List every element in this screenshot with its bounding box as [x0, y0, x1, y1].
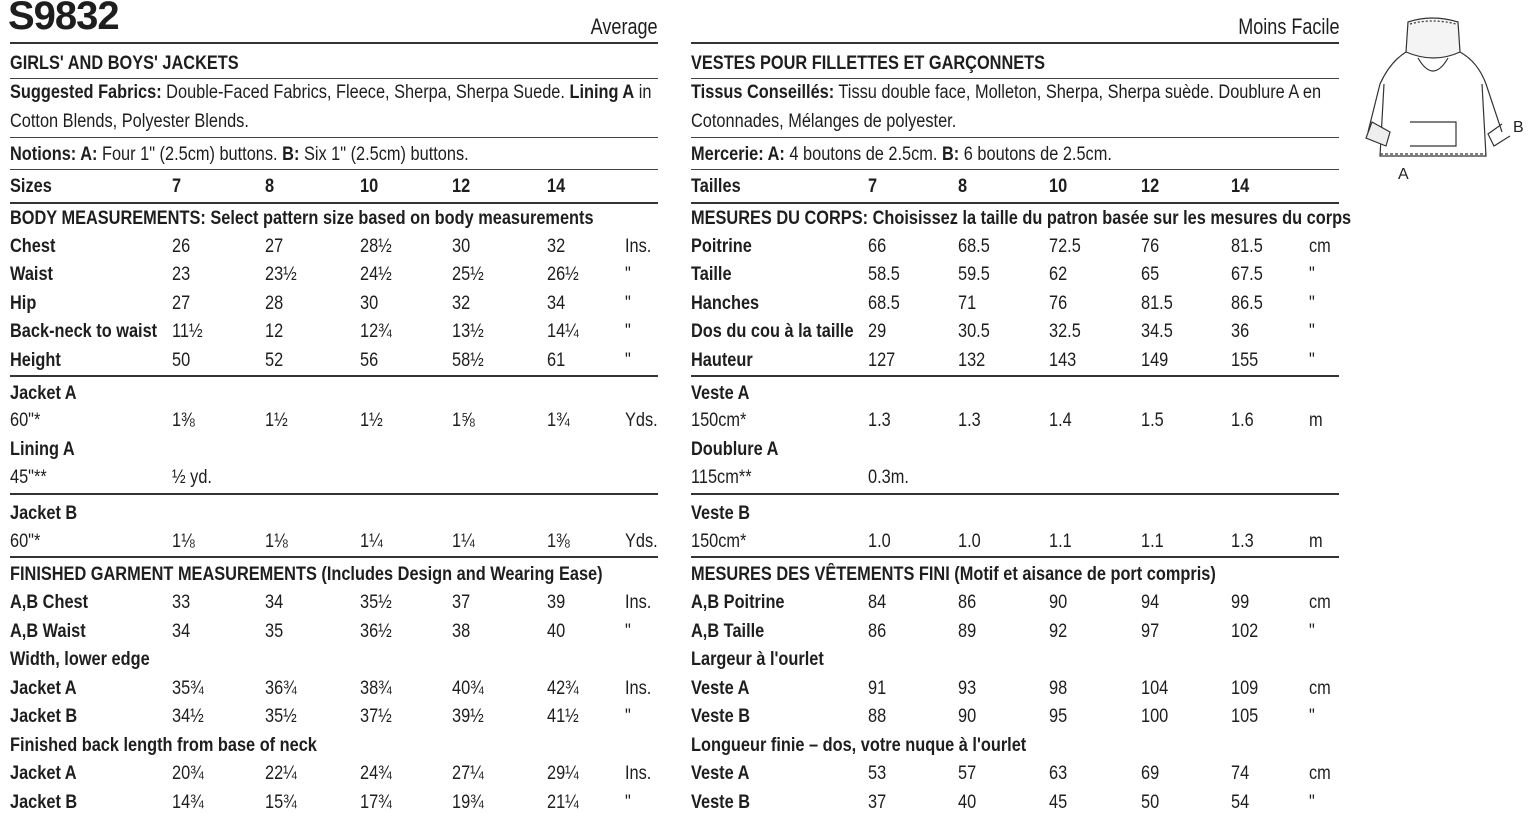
cell-value: 94	[1141, 592, 1160, 613]
cell-value: 1¾	[547, 410, 570, 431]
table-row	[691, 318, 1339, 347]
body-measurements-table	[10, 233, 658, 378]
cell-value: 35½	[360, 592, 392, 613]
table-row	[691, 760, 1339, 789]
cell-value: 26½	[547, 264, 579, 285]
unit: "	[625, 620, 631, 642]
unit: Ins.	[625, 763, 652, 784]
cell-value: 28½	[360, 235, 392, 257]
cell-value: 63	[1049, 763, 1068, 784]
french-column	[691, 0, 1352, 817]
cell-value: 104	[1141, 677, 1169, 699]
fabric-width: 60"*	[10, 410, 41, 431]
cell-value: 95	[1049, 706, 1068, 727]
cell-value: 34½	[172, 706, 204, 727]
lining-a-row-fr: 115cm** 0.3m.	[691, 464, 1339, 495]
cell-value: 32	[452, 292, 471, 314]
row-label: Veste B	[691, 706, 751, 727]
unit: "	[625, 349, 631, 371]
notions-line-fr: Mercerie: A: 4 boutons de 2.5cm. B: 6 boutons de 2.5cm.	[691, 138, 1339, 170]
row-label: Hip	[10, 292, 37, 314]
cell-value: 36¾	[265, 677, 297, 699]
unit: "	[1309, 706, 1315, 727]
cell-value: 35	[265, 620, 284, 642]
cell-value: 15¾	[265, 791, 297, 813]
cell-value: 35½	[265, 706, 297, 727]
cell-value: 36	[1231, 321, 1250, 342]
english-column	[10, 0, 658, 817]
cell-value: 50	[172, 349, 191, 371]
table-row	[691, 261, 1339, 290]
row-label: Hanches	[691, 292, 760, 314]
cell-value: 40¾	[452, 677, 484, 699]
cell-value: 37	[452, 592, 471, 613]
cell-value: 29	[868, 321, 887, 342]
cell-value: 66	[868, 235, 887, 257]
lining-a-heading-fr: Doublure A	[691, 438, 779, 460]
cell-value: 23½	[265, 264, 297, 285]
unit: cm	[1309, 235, 1331, 257]
table-row	[691, 347, 1339, 376]
cell-value: 38¾	[360, 677, 392, 699]
cell-value: 68.5	[868, 292, 900, 314]
difficulty-level: Average	[591, 14, 658, 39]
row-label: A,B Taille	[691, 620, 765, 642]
fabrics-line-1: Suggested Fabrics: Double-Faced Fabrics, Fleece, Sherpa, Sherpa Suede. Lining A in	[10, 82, 652, 103]
table-row	[10, 618, 658, 647]
cell-value: 14¼	[547, 321, 579, 342]
cell-value: 58.5	[868, 264, 900, 285]
table-row	[691, 703, 1339, 732]
cell-value: 1⅛	[172, 530, 195, 552]
length-heading-fr: Longueur finie – dos, votre nuque à l'ourlet	[691, 734, 1027, 756]
jacket-a-heading: Jacket A	[10, 383, 77, 404]
unit: cm	[1309, 763, 1331, 784]
cell-value: 127	[868, 349, 896, 371]
finished-heading-fr: MESURES DES VÊTEMENTS FINI (Motif et aisance de port compris)	[691, 564, 1216, 585]
cell-value: 56	[360, 349, 379, 371]
unit: m	[1309, 530, 1323, 552]
sizes-row: Sizes 7 8 10 12 14	[10, 170, 658, 204]
row-label: Hauteur	[691, 349, 753, 371]
section-title: GIRLS' AND BOYS' JACKETS	[10, 44, 658, 79]
table-row	[691, 290, 1339, 319]
row-label: Waist	[10, 264, 53, 285]
cell-value: 30	[360, 292, 379, 314]
unit: cm	[1309, 677, 1331, 699]
unit: "	[1309, 791, 1315, 813]
length-heading: Finished back length from base of neck	[10, 734, 317, 756]
cell-value: 17¾	[360, 791, 392, 813]
fabrics-line-2-fr: Cotonnades, Mélanges de polyester.	[691, 108, 1339, 138]
cell-value: 40	[547, 620, 566, 642]
row-label: Veste A	[691, 677, 750, 699]
row-label: A,B Waist	[10, 620, 86, 642]
cell-value: 86	[868, 620, 887, 642]
cell-value: 1.3	[868, 410, 891, 431]
cell-value: 1.6	[1231, 410, 1254, 431]
cell-value: 29¼	[547, 763, 579, 784]
jacket-b-heading-fr: Veste B	[691, 502, 751, 524]
cell-value: 23	[172, 264, 191, 285]
cell-value: 1½	[360, 410, 383, 431]
row-label: Chest	[10, 235, 56, 257]
cell-value: 1⅛	[265, 530, 288, 552]
cell-value: 1.3	[1231, 530, 1254, 552]
table-row	[691, 589, 1339, 618]
cell-value: 26	[172, 235, 191, 257]
cell-value: 93	[958, 677, 977, 699]
unit: Ins.	[625, 235, 652, 257]
cell-value: 1.0	[868, 530, 891, 552]
cell-value: 90	[1049, 592, 1068, 613]
cell-value: 27	[172, 292, 191, 314]
table-row	[10, 675, 658, 704]
difficulty-level-fr: Moins Facile	[1237, 14, 1339, 39]
cell-value: 109	[1231, 677, 1259, 699]
cell-value: 30.5	[958, 321, 990, 342]
fabric-width: 60"*	[10, 530, 41, 552]
cell-value: 27¼	[452, 763, 484, 784]
unit: Ins.	[625, 677, 652, 699]
unit: "	[1309, 264, 1315, 285]
table-row	[10, 589, 658, 618]
table-row	[10, 290, 658, 319]
cell-value: 76	[1049, 292, 1068, 314]
unit: m	[1309, 410, 1323, 431]
fabrics-line-2: Cotton Blends, Polyester Blends.	[10, 108, 658, 138]
cell-value: 19¾	[452, 791, 484, 813]
unit: "	[625, 321, 631, 342]
cell-value: 155	[1231, 349, 1259, 371]
cell-value: 1⅜	[172, 410, 195, 431]
unit: Yds.	[625, 410, 658, 431]
cell-value: 62	[1049, 264, 1068, 285]
cell-value: 39	[547, 592, 566, 613]
cell-value: 1⅜	[547, 530, 570, 552]
cell-value: 35¾	[172, 677, 204, 699]
label-b: B	[1513, 119, 1524, 136]
cell-value: 32	[547, 235, 566, 257]
cell-value: 37½	[360, 706, 392, 727]
cell-value: 12	[265, 321, 284, 342]
fabric-width: 150cm*	[691, 410, 747, 431]
lining-a-row: 45"** ½ yd.	[10, 464, 658, 495]
jacket-illustration	[1360, 14, 1530, 184]
header-fr	[691, 0, 1339, 44]
cell-value: 98	[1049, 677, 1068, 699]
yardage-row	[10, 528, 658, 557]
cell-value: 72.5	[1049, 235, 1081, 257]
table-row	[10, 261, 658, 290]
cell-value: 86.5	[1231, 292, 1263, 314]
table-row	[691, 618, 1339, 647]
cell-value: 81.5	[1231, 235, 1263, 257]
cell-value: 34	[172, 620, 191, 642]
cell-value: 1.3	[958, 410, 981, 431]
table-row	[10, 789, 658, 818]
cell-value: 21¼	[547, 791, 579, 813]
row-label: Jacket B	[10, 706, 78, 727]
cell-value: 143	[1049, 349, 1077, 371]
cell-value: 34	[547, 292, 566, 314]
width-heading-fr: Largeur à l'ourlet	[691, 649, 824, 670]
cell-value: 99	[1231, 592, 1250, 613]
body-measurements-table-fr	[691, 233, 1339, 378]
cell-value: 38	[452, 620, 471, 642]
cell-value: 65	[1141, 264, 1160, 285]
cell-value: 61	[547, 349, 566, 371]
cell-value: 36½	[360, 620, 392, 642]
sizes-row-fr: Tailles 7 8 10 12 14	[691, 170, 1339, 204]
cell-value: 59.5	[958, 264, 990, 285]
row-label: Jacket A	[10, 763, 77, 784]
jacket-drawing	[1366, 18, 1510, 156]
table-row	[10, 347, 658, 376]
section-title-fr: VESTES POUR FILLETTES ET GARÇONNETS	[691, 44, 1339, 79]
cell-value: 1.1	[1141, 530, 1164, 552]
header	[10, 0, 658, 44]
cell-value: 68.5	[958, 235, 990, 257]
cell-value: 20¾	[172, 763, 204, 784]
cell-value: 11½	[172, 321, 203, 342]
yardage-row	[691, 528, 1339, 557]
cell-value: 37	[868, 791, 887, 813]
cell-value: 27	[265, 235, 284, 257]
cell-value: 58½	[452, 349, 484, 371]
cell-value: 1½	[265, 410, 288, 431]
cell-value: 67.5	[1231, 264, 1263, 285]
row-label: Jacket A	[10, 677, 77, 699]
cell-value: 22¼	[265, 763, 297, 784]
unit: "	[625, 706, 631, 727]
width-heading: Width, lower edge	[10, 649, 150, 670]
cell-value: 39½	[452, 706, 484, 727]
cell-value: 1.4	[1049, 410, 1072, 431]
cell-value: 33	[172, 592, 191, 613]
jacket-a-heading-fr: Veste A	[691, 383, 750, 404]
cell-value: 86	[958, 592, 977, 613]
cell-value: 32.5	[1049, 321, 1081, 342]
unit: "	[625, 791, 631, 813]
unit: Yds.	[625, 530, 658, 552]
unit: "	[1309, 292, 1315, 314]
row-label: Veste A	[691, 763, 750, 784]
cell-value: 81.5	[1141, 292, 1173, 314]
finished-heading: FINISHED GARMENT MEASUREMENTS (Includes Design and Wearing Ease)	[10, 564, 603, 585]
row-label: A,B Chest	[10, 592, 89, 613]
cell-value: 91	[868, 677, 887, 699]
cell-value: 14¾	[172, 791, 204, 813]
table-row	[10, 233, 658, 262]
cell-value: 28	[265, 292, 284, 314]
cell-value: 105	[1231, 706, 1259, 727]
cell-value: 34.5	[1141, 321, 1173, 342]
table-row	[691, 675, 1339, 704]
unit: "	[1309, 620, 1315, 642]
cell-value: 90	[958, 706, 977, 727]
row-label: Taille	[691, 264, 732, 285]
cell-value: 53	[868, 763, 887, 784]
cell-value: 13½	[452, 321, 484, 342]
cell-value: 30	[452, 235, 471, 257]
unit: "	[625, 292, 631, 314]
table-row	[10, 760, 658, 789]
row-label: Jacket B	[10, 791, 78, 813]
unit: cm	[1309, 592, 1331, 613]
unit: Ins.	[625, 592, 652, 613]
cell-value: 132	[958, 349, 986, 371]
table-row	[10, 318, 658, 347]
cell-value: 76	[1141, 235, 1160, 257]
yardage-row	[10, 407, 658, 436]
fabric-width: 150cm*	[691, 530, 747, 552]
cell-value: 1¼	[360, 530, 383, 552]
pattern-code: S9832	[8, 0, 119, 38]
cell-value: 92	[1049, 620, 1068, 642]
cell-value: 1⅝	[452, 410, 475, 431]
cell-value: 24¾	[360, 763, 392, 784]
row-label: Height	[10, 349, 61, 371]
fabrics-line-1-fr: Tissus Conseillés: Tissu double face, Molleton, Sherpa, Sherpa suède. Doublure A en	[691, 82, 1322, 103]
row-label: A,B Poitrine	[691, 592, 785, 613]
cell-value: 24½	[360, 264, 392, 285]
cell-value: 45	[1049, 791, 1068, 813]
body-measurements-heading-fr: MESURES DU CORPS: Choisissez la taille du patron basée sur les mesures du corps	[691, 208, 1352, 229]
cell-value: 50	[1141, 791, 1160, 813]
row-label: Back-neck to waist	[10, 321, 158, 342]
cell-value: 42¾	[547, 677, 579, 699]
jacket-b-heading: Jacket B	[10, 502, 78, 524]
cell-value: 57	[958, 763, 977, 784]
row-label: Poitrine	[691, 235, 752, 257]
cell-value: 1¼	[452, 530, 475, 552]
cell-value: 88	[868, 706, 887, 727]
cell-value: 149	[1141, 349, 1169, 371]
cell-value: 34	[265, 592, 284, 613]
body-measurements-heading: BODY MEASUREMENTS: Select pattern size based on body measurements	[10, 208, 594, 229]
cell-value: 69	[1141, 763, 1160, 784]
cell-value: 97	[1141, 620, 1160, 642]
cell-value: 52	[265, 349, 284, 371]
table-row	[691, 233, 1339, 262]
unit: "	[625, 264, 631, 285]
cell-value: 1.0	[958, 530, 981, 552]
table-row	[10, 703, 658, 732]
cell-value: 71	[958, 292, 977, 314]
cell-value: 100	[1141, 706, 1169, 727]
row-label: Dos du cou à la taille	[691, 321, 854, 342]
unit: "	[1309, 349, 1315, 371]
unit: "	[1309, 321, 1315, 342]
label-a: A	[1398, 166, 1409, 183]
table-row	[691, 789, 1339, 818]
cell-value: 74	[1231, 763, 1250, 784]
row-label: Veste B	[691, 791, 751, 813]
cell-value: 1.1	[1049, 530, 1072, 552]
cell-value: 102	[1231, 620, 1259, 642]
cell-value: 40	[958, 791, 977, 813]
cell-value: 12¾	[360, 321, 392, 342]
cell-value: 25½	[452, 264, 484, 285]
lining-a-heading: Lining A	[10, 438, 75, 460]
cell-value: 1.5	[1141, 410, 1164, 431]
cell-value: 84	[868, 592, 887, 613]
cell-value: 41½	[547, 706, 579, 727]
cell-value: 89	[958, 620, 977, 642]
yardage-row	[691, 407, 1339, 436]
notions-line: Notions: A: Four 1" (2.5cm) buttons. B: Six 1" (2.5cm) buttons.	[10, 138, 658, 170]
cell-value: 54	[1231, 791, 1250, 813]
